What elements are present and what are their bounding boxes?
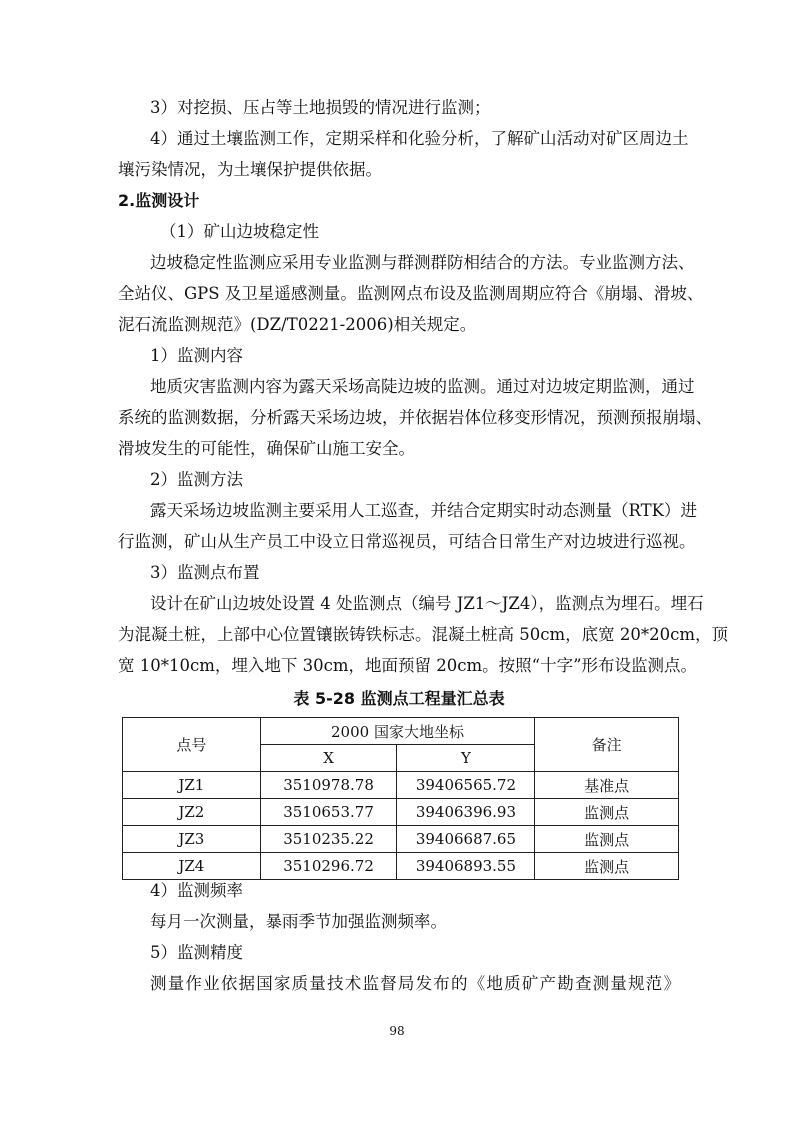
cell-point-id: JZ1 [123,772,261,799]
paragraph-line: 系统的监测数据，分析露天采场边坡，并依据岩体位移变形情况，预测预报崩塌、 [118,408,712,427]
paragraph-line: 露天采场边坡监测主要采用人工巡查，并结合定期实时动态测量（RTK）进 [150,501,697,520]
header-note: 备注 [535,718,679,772]
paragraph-line: 滑坡发生的可能性，确保矿山施工安全。 [118,439,415,458]
table-row [123,799,679,826]
paragraph-line: 设计在矿山边坡处设置 4 处监测点（编号 JZ1～JZ4），监测点为埋石。埋石 [150,594,704,613]
cell-x: 3510235.22 [260,826,397,853]
subsection-heading: （1）矿山边坡稳定性 [160,222,319,241]
cell-note: 监测点 [535,853,679,880]
page-number: 98 [389,1024,405,1038]
paragraph-line: 全站仪、GPS 及卫星遥感测量。监测网点布设及监测周期应符合《崩塌、滑坡、 [118,284,704,303]
cell-note: 监测点 [535,826,679,853]
monitoring-points-table [122,717,679,880]
cell-x: 3510978.78 [260,772,397,799]
paragraph-line: 地质灾害监测内容为露天采场高陡边坡的监测。通过对边坡定期监测，通过 [150,377,695,396]
cell-note: 监测点 [535,799,679,826]
paragraph-line: 行监测，矿山从生产员工中设立日常巡视员，可结合日常生产对边坡进行巡视。 [118,532,696,551]
cell-point-id: JZ4 [123,853,261,880]
paragraph-line: 测量作业依据国家质量技术监督局发布的《地质矿产勘查测量规范》 [150,974,680,993]
table-row [123,853,679,880]
paragraph-line: 为混凝土桩，上部中心位置镶嵌铸铁标志。混凝土桩高 50cm，底宽 20*20cm，顶 [118,625,729,644]
cell-y: 39406565.72 [397,772,535,799]
paragraph-line: 边坡稳定性监测应采用专业监测与群测群防相结合的方法。专业监测方法、 [150,253,695,272]
table-row [123,772,679,799]
cell-y: 39406687.65 [397,826,535,853]
cell-y: 39406893.55 [397,853,535,880]
table-caption: 表 5-28 监测点工程量汇总表 [293,689,505,708]
header-point-id: 点号 [123,718,261,772]
item-heading: 1）监测内容 [150,346,243,365]
item-heading: 4）监测频率 [150,881,243,900]
item-heading: 3）监测点布置 [150,563,260,582]
header-x: X [260,745,397,772]
paragraph-line: 壤污染情况，为土壤保护提供依据。 [118,160,382,179]
paragraph-line: 3）对挖损、压占等土地损毁的情况进行监测； [150,98,491,117]
cell-point-id: JZ3 [123,826,261,853]
cell-point-id: JZ2 [123,799,261,826]
header-coordinate-system: 2000 国家大地坐标 [260,718,535,745]
table-row [123,826,679,853]
paragraph-line: 4）通过土壤监测工作，定期采样和化验分析，了解矿山活动对矿区周边土 [150,129,689,148]
section-heading: 2.监测设计 [118,191,200,210]
item-heading: 5）监测精度 [150,943,243,962]
cell-y: 39406396.93 [397,799,535,826]
item-heading: 2）监测方法 [150,470,243,489]
paragraph-line: 泥石流监测规范》(DZ/T0221-2006)相关规定。 [118,315,477,334]
paragraph-line: 宽 10*10cm，埋入地下 30cm，地面预留 20cm。按照“十字”形布设监测点。 [118,656,697,675]
cell-x: 3510296.72 [260,853,397,880]
paragraph-line: 每月一次测量，暴雨季节加强监测频率。 [150,912,447,931]
header-y: Y [397,745,535,772]
cell-note: 基准点 [535,772,679,799]
cell-x: 3510653.77 [260,799,397,826]
